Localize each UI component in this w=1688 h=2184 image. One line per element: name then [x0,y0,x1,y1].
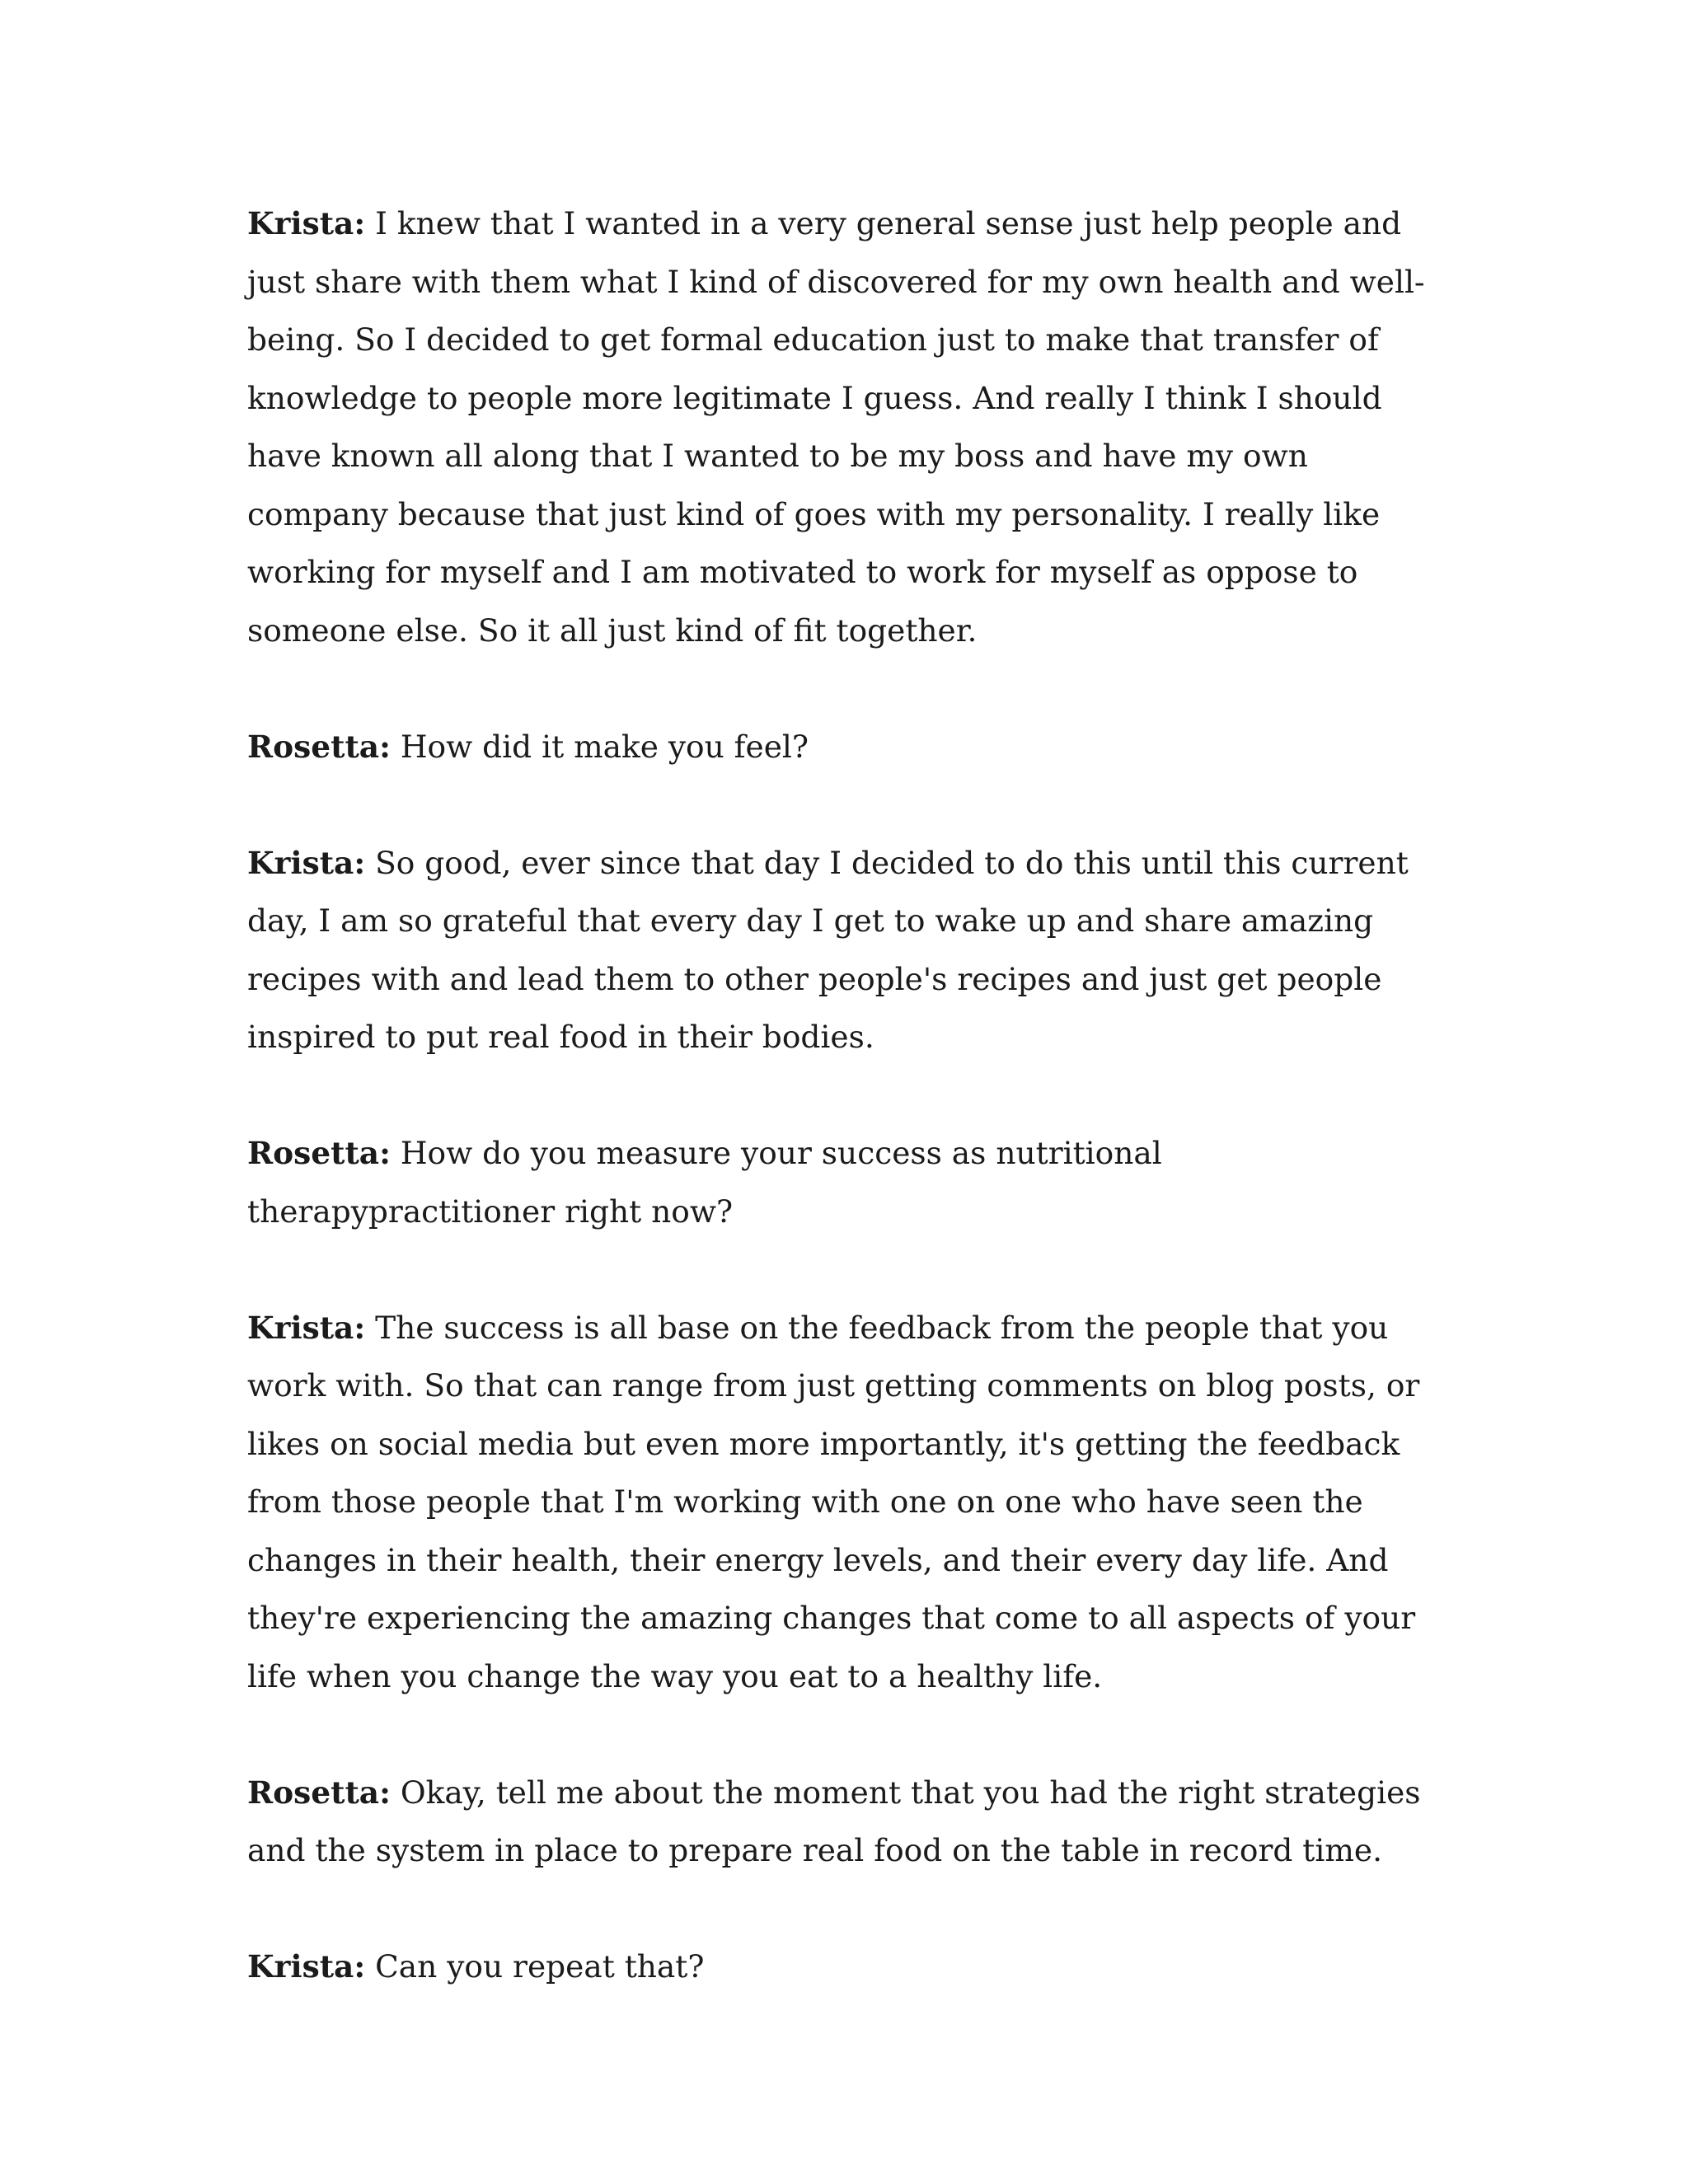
utterance-text: The success is all base on the feedback from the people that you work with. So that can range from just getting comments on blog posts, or likes on social media but even more importantly, it's getting the feedback from those people that I'm working with one on one who have seen the changes in their health, their energy levels, and their every day life. And they're experiencing the amazing changes that come to all aspects of your life when you change the way you eat to a healthy life. [247,1309,1430,1694]
transcript-turn [247,1299,1451,1706]
transcript-turn [247,1764,1451,1880]
transcript-page [247,194,1451,2054]
speaker-name: Krista: [247,1309,366,1346]
utterance-text: I knew that I wanted in a very general sense just help people and just share with them what I kind of discovered for my own health and well-being. So I decided to get formal education just to make that transfer of knowledge to people more legitimate I guess. And really I think I should have known all along that I wanted to be my boss and have my own company because that just kind of goes with my personality. I really like working for myself and I am motivated to work for myself as oppose to someone else. So it all just kind of fit together. [247,205,1425,649]
utterance-text: Okay, tell me about the moment that you had the right strategies and the system in place to prepare real food on the table in record time. [247,1774,1431,1868]
speaker-name: Rosetta: [247,728,391,765]
transcript-turn [247,1124,1451,1240]
speaker-name: Rosetta: [247,1774,391,1811]
speaker-name: Rosetta: [247,1135,391,1171]
transcript-turn [247,1938,1451,1996]
utterance-text: Can you repeat that? [375,1948,705,1985]
utterance-text: How do you measure your success as nutritional therapypractitioner right now? [247,1135,1172,1230]
transcript-turn [247,718,1451,776]
utterance-text: So good, ever since that day I decided to do this until this current day, I am so grateful that every day I get to wake up and share amazing recipes with and lead them to other people's recipes and just get people inspired to put real food in their bodies. [247,844,1418,1055]
speaker-name: Krista: [247,844,366,881]
speaker-name: Krista: [247,1948,366,1985]
speaker-name: Krista: [247,205,366,241]
transcript-turn [247,834,1451,1066]
transcript-turn [247,194,1451,659]
utterance-text: How did it make you feel? [400,728,809,765]
